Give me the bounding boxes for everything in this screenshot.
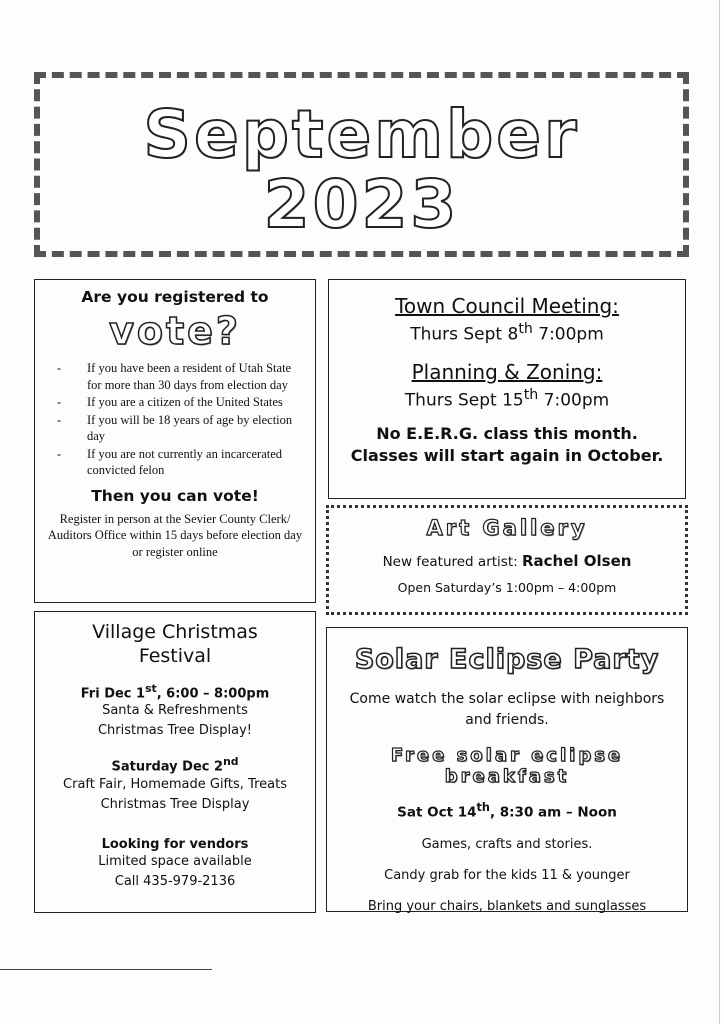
christmas-title: Village Christmas Festival — [92, 621, 258, 667]
christmas-line: Christmas Tree Display — [100, 796, 250, 812]
christmas-day2-head: Saturday Dec 2nd — [111, 755, 239, 775]
solar-breakfast-title: Free solar eclipse breakfast — [390, 745, 624, 787]
solar-description: Come watch the solar eclipse with neighbors and friends. — [349, 691, 665, 728]
solar-line: Games, crafts and stories. — [421, 836, 593, 852]
list-item: - If you have been a resident of Utah State for more than 30 days from election day — [57, 360, 297, 393]
vendors-line: Limited space available — [98, 853, 252, 869]
town-council-time: Thurs Sept 8th 7:00pm — [410, 321, 604, 345]
solar-title: Solar Eclipse Party — [354, 644, 660, 675]
vendors-line: Call 435-979-2136 — [114, 873, 236, 889]
title-month: September — [143, 96, 580, 173]
christmas-line: Craft Fair, Homemade Gifts, Treats — [63, 776, 287, 792]
gallery-hours: Open Saturday’s 1:00pm – 4:00pm — [397, 580, 617, 595]
vote-question: Are you registered to — [81, 288, 269, 306]
list-item: - If you are a citizen of the United States — [57, 394, 297, 411]
vote-then: Then you can vote! — [91, 486, 259, 505]
art-gallery-title: Art Gallery — [426, 516, 588, 540]
list-item: - If you are not currently an incarcerated convicted felon — [57, 446, 297, 479]
council-section — [328, 279, 686, 499]
art-gallery-section — [326, 505, 688, 615]
vote-register-text: Register in person at the Sevier County Clerk/ Auditors Office within 15 days before election day or register online — [47, 511, 303, 559]
christmas-line: Christmas Tree Display! — [97, 723, 253, 739]
title-banner — [34, 72, 689, 257]
list-item: - If you will be 18 years of age by election day — [57, 412, 297, 445]
solar-eclipse-section — [326, 627, 688, 912]
footer-rule — [0, 969, 212, 970]
council-note: No E.E.R.G. class this month. Classes will start again in October. — [350, 424, 664, 466]
town-council-title: Town Council Meeting: — [395, 294, 619, 318]
vote-section — [34, 279, 316, 603]
vote-heading: vote? — [109, 309, 241, 353]
solar-line: Candy grab for the kids 11 & younger — [384, 867, 630, 883]
solar-line: Bring your chairs, blankets and sunglasses — [367, 898, 647, 914]
featured-artist — [329, 552, 685, 570]
planning-title: Planning & Zoning: — [411, 359, 603, 384]
planning-time: Thurs Sept 15th 7:00pm — [404, 386, 610, 411]
christmas-day1-head: Fri Dec 1st, 6:00 – 8:00pm — [80, 682, 270, 702]
page-edge — [719, 0, 720, 1024]
christmas-line: Santa & Refreshments — [102, 703, 248, 719]
vendors-head: Looking for vendors — [101, 836, 249, 852]
title-year: 2023 — [263, 166, 460, 243]
artist-label: New featured artist: — [382, 554, 518, 570]
artist-name: Rachel Olsen — [521, 552, 632, 570]
solar-date: Sat Oct 14th, 8:30 am – Noon — [397, 801, 617, 821]
christmas-section — [34, 611, 316, 913]
vote-conditions — [57, 360, 315, 479]
